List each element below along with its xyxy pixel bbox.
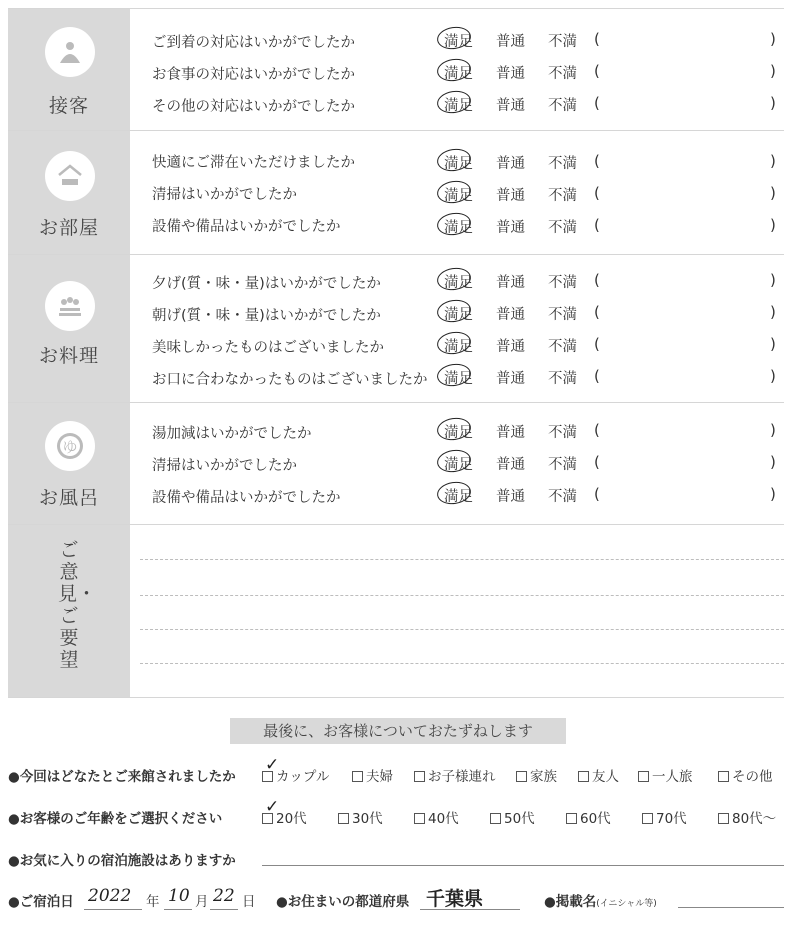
comment-paren-open: ( <box>594 152 600 170</box>
section-service-label: 接客 <box>48 95 89 117</box>
checkbox-label: 夫婦 <box>366 769 393 785</box>
stay-month-value: 10 <box>168 886 190 906</box>
option-normal[interactable]: 普通 <box>496 457 525 473</box>
checkbox-label: お子様連れ <box>428 769 496 785</box>
question-dinner: 夕げ(質・味・量)はいかがでしたか <box>152 276 381 292</box>
section-room-label: お部屋 <box>38 217 99 239</box>
option-satisfied[interactable]: 満足 <box>444 188 473 204</box>
checkbox-box[interactable] <box>352 771 363 782</box>
age-checkbox[interactable] <box>338 807 383 827</box>
age-checkbox[interactable] <box>642 807 687 827</box>
comment-paren-open: ( <box>594 216 600 234</box>
companion-checkbox[interactable] <box>414 765 496 785</box>
checkbox-box[interactable] <box>516 771 527 782</box>
checkbox-box[interactable] <box>718 813 729 824</box>
checkbox-box[interactable] <box>718 771 729 782</box>
option-satisfied[interactable]: 満足 <box>444 307 473 323</box>
posting-label <box>544 890 657 910</box>
option-normal[interactable]: 普通 <box>496 98 525 114</box>
option-dissatisfied[interactable]: 不満 <box>548 34 577 50</box>
comment-paren-close: ) <box>770 152 776 170</box>
posting-label-text: ●掲載名 <box>544 894 597 910</box>
check-mark-icon: ✓ <box>265 755 280 775</box>
question-bath-cleaning: 清掃はいかがでしたか <box>152 458 297 474</box>
checkbox-label: 一人旅 <box>652 769 693 785</box>
option-dissatisfied[interactable]: 不満 <box>548 307 577 323</box>
checkbox-label: 家族 <box>530 769 557 785</box>
companion-checkbox[interactable] <box>578 765 619 785</box>
opinion-line <box>140 629 784 630</box>
question-delicious: 美味しかったものはございましたか <box>152 340 384 356</box>
question-room-equipment: 設備や備品はいかがでしたか <box>152 219 341 235</box>
option-normal[interactable]: 普通 <box>496 339 525 355</box>
room-icon <box>45 151 95 201</box>
option-satisfied[interactable]: 満足 <box>444 371 473 387</box>
opinion-line <box>140 595 784 596</box>
checkbox-label: 友人 <box>592 769 619 785</box>
companion-checkbox[interactable] <box>718 765 773 785</box>
stay-year-field[interactable] <box>84 886 142 910</box>
svg-text:ゆ: ゆ <box>62 438 78 456</box>
checkbox-box[interactable] <box>414 813 425 824</box>
comment-paren-close: ) <box>770 485 776 503</box>
check-mark-icon: ✓ <box>265 797 280 817</box>
section-food-side <box>8 255 130 402</box>
stay-date-label: ●ご宿泊日 <box>8 894 74 910</box>
option-normal[interactable]: 普通 <box>496 188 525 204</box>
option-normal[interactable]: 普通 <box>496 34 525 50</box>
question-room-cleaning: 清掃はいかがでしたか <box>152 187 297 203</box>
person-icon <box>45 27 95 77</box>
companion-checkbox[interactable] <box>352 765 393 785</box>
option-satisfied[interactable]: 満足 <box>444 425 473 441</box>
stay-year-value: 2022 <box>88 886 132 906</box>
comment-paren-open: ( <box>594 485 600 503</box>
comment-paren-open: ( <box>594 94 600 112</box>
comment-paren-close: ) <box>770 335 776 353</box>
comment-paren-close: ) <box>770 453 776 471</box>
option-satisfied[interactable]: 満足 <box>444 220 473 236</box>
stay-month-unit: 月 <box>195 894 209 910</box>
comment-paren-close: ) <box>770 367 776 385</box>
stay-month-field[interactable] <box>164 886 192 910</box>
option-normal[interactable]: 普通 <box>496 489 525 505</box>
checkbox-box[interactable] <box>578 771 589 782</box>
posting-field[interactable] <box>678 890 784 908</box>
opinion-line <box>140 559 784 560</box>
option-dissatisfied[interactable]: 不満 <box>548 457 577 473</box>
option-normal[interactable]: 普通 <box>496 371 525 387</box>
option-satisfied[interactable]: 満足 <box>444 275 473 291</box>
option-satisfied[interactable]: 満足 <box>444 98 473 114</box>
option-dissatisfied[interactable]: 不満 <box>548 275 577 291</box>
section-room <box>8 130 784 254</box>
section-bath-side <box>8 403 130 524</box>
section-service-side <box>8 9 130 130</box>
posting-note: (イニシャル等) <box>596 899 657 909</box>
option-dissatisfied[interactable]: 不満 <box>548 188 577 204</box>
age-checkbox[interactable] <box>414 807 459 827</box>
dish-icon <box>45 281 95 331</box>
favorite-answer-field[interactable] <box>262 850 784 866</box>
prefecture-label: ●お住まいの都道府県 <box>276 894 410 910</box>
companion-question: ●今回はどなたとご来館されましたか <box>8 769 236 785</box>
checkbox-label: その他 <box>732 769 773 785</box>
section-service <box>8 8 784 130</box>
option-dissatisfied[interactable]: 不満 <box>548 339 577 355</box>
comment-paren-open: ( <box>594 62 600 80</box>
section-opinion <box>8 524 784 698</box>
comment-paren-open: ( <box>594 421 600 439</box>
age-checkbox[interactable] <box>718 807 776 827</box>
comment-paren-close: ) <box>770 216 776 234</box>
question-comfort: 快適にご滞在いただけましたか <box>152 155 355 171</box>
option-satisfied[interactable]: 満足 <box>444 489 473 505</box>
comment-paren-close: ) <box>770 421 776 439</box>
option-normal[interactable]: 普通 <box>496 66 525 82</box>
stay-year-unit: 年 <box>146 894 160 910</box>
checkbox-box[interactable] <box>642 813 653 824</box>
section-food-label: お料理 <box>38 345 99 367</box>
option-satisfied[interactable]: 満足 <box>444 156 473 172</box>
checkbox-box[interactable] <box>490 813 501 824</box>
stay-day-value: 22 <box>213 886 235 906</box>
section-bath-label: お風呂 <box>38 487 99 509</box>
question-disliked: お口に合わなかったものはございましたか <box>152 372 428 388</box>
comment-paren-close: ) <box>770 62 776 80</box>
option-normal[interactable]: 普通 <box>496 275 525 291</box>
option-satisfied[interactable]: 満足 <box>444 339 473 355</box>
section-room-side <box>8 131 130 254</box>
prefecture-field[interactable] <box>420 884 520 910</box>
companion-checkbox[interactable] <box>516 765 557 785</box>
checkbox-box[interactable] <box>338 813 349 824</box>
comment-paren-close: ) <box>770 271 776 289</box>
option-dissatisfied[interactable]: 不満 <box>548 220 577 236</box>
option-satisfied[interactable]: 満足 <box>444 457 473 473</box>
option-normal[interactable]: 普通 <box>496 307 525 323</box>
checkbox-label: 70代 <box>656 811 687 827</box>
checkbox-label: 20代 <box>276 811 307 827</box>
option-normal[interactable]: 普通 <box>496 156 525 172</box>
option-normal[interactable]: 普通 <box>496 425 525 441</box>
comment-paren-open: ( <box>594 303 600 321</box>
stay-day-field[interactable] <box>210 886 238 910</box>
option-dissatisfied[interactable]: 不満 <box>548 98 577 114</box>
comment-paren-open: ( <box>594 367 600 385</box>
option-dissatisfied[interactable]: 不満 <box>548 425 577 441</box>
question-meal-service: お食事の対応はいかがでしたか <box>152 67 355 83</box>
age-checkbox[interactable] <box>490 807 535 827</box>
stay-day-unit: 日 <box>242 894 256 910</box>
checkbox-label: 30代 <box>352 811 383 827</box>
option-satisfied[interactable]: 満足 <box>444 66 473 82</box>
checkbox-label: 80代〜 <box>732 811 777 827</box>
option-dissatisfied[interactable]: 不満 <box>548 371 577 387</box>
section-opinion-side <box>8 525 130 697</box>
comment-paren-open: ( <box>594 271 600 289</box>
question-breakfast: 朝げ(質・味・量)はいかがでしたか <box>152 308 381 324</box>
checkbox-box[interactable] <box>414 771 425 782</box>
section-bath <box>8 402 784 524</box>
favorite-question: ●お気に入りの宿泊施設はありますか <box>8 853 236 869</box>
checkbox-box[interactable] <box>566 813 577 824</box>
checkbox-label: カップル <box>276 769 330 785</box>
comment-paren-open: ( <box>594 30 600 48</box>
checkbox-label: 50代 <box>504 811 535 827</box>
comment-paren-close: ) <box>770 30 776 48</box>
checkbox-label: 40代 <box>428 811 459 827</box>
age-checkbox[interactable] <box>566 807 611 827</box>
option-dissatisfied[interactable]: 不満 <box>548 156 577 172</box>
age-question: ●お客様のご年齢をご選択ください <box>8 811 223 827</box>
comment-paren-close: ) <box>770 94 776 112</box>
onsen-icon <box>45 421 95 471</box>
option-satisfied[interactable]: 満足 <box>444 34 473 50</box>
option-dissatisfied[interactable]: 不満 <box>548 489 577 505</box>
comment-paren-close: ) <box>770 184 776 202</box>
comment-paren-open: ( <box>594 453 600 471</box>
companion-checkbox[interactable] <box>638 765 693 785</box>
question-bath-equipment: 設備や備品はいかがでしたか <box>152 490 341 506</box>
comment-paren-open: ( <box>594 184 600 202</box>
comment-paren-close: ) <box>770 303 776 321</box>
option-dissatisfied[interactable]: 不満 <box>548 66 577 82</box>
comment-paren-open: ( <box>594 335 600 353</box>
checkbox-label: 60代 <box>580 811 611 827</box>
section-food <box>8 254 784 402</box>
checkbox-box[interactable] <box>638 771 649 782</box>
closing-banner: 最後に、お客様についておたずねします <box>230 718 566 744</box>
opinion-label: ご意見・ご要望 <box>58 539 97 671</box>
option-normal[interactable]: 普通 <box>496 220 525 236</box>
opinion-line <box>140 663 784 664</box>
question-other-service: その他の対応はいかがでしたか <box>152 99 355 115</box>
question-arrival: ご到着の対応はいかがでしたか <box>152 35 355 51</box>
prefecture-value: 千葉県 <box>426 888 484 910</box>
question-water-temp: 湯加減はいかがでしたか <box>152 426 312 442</box>
